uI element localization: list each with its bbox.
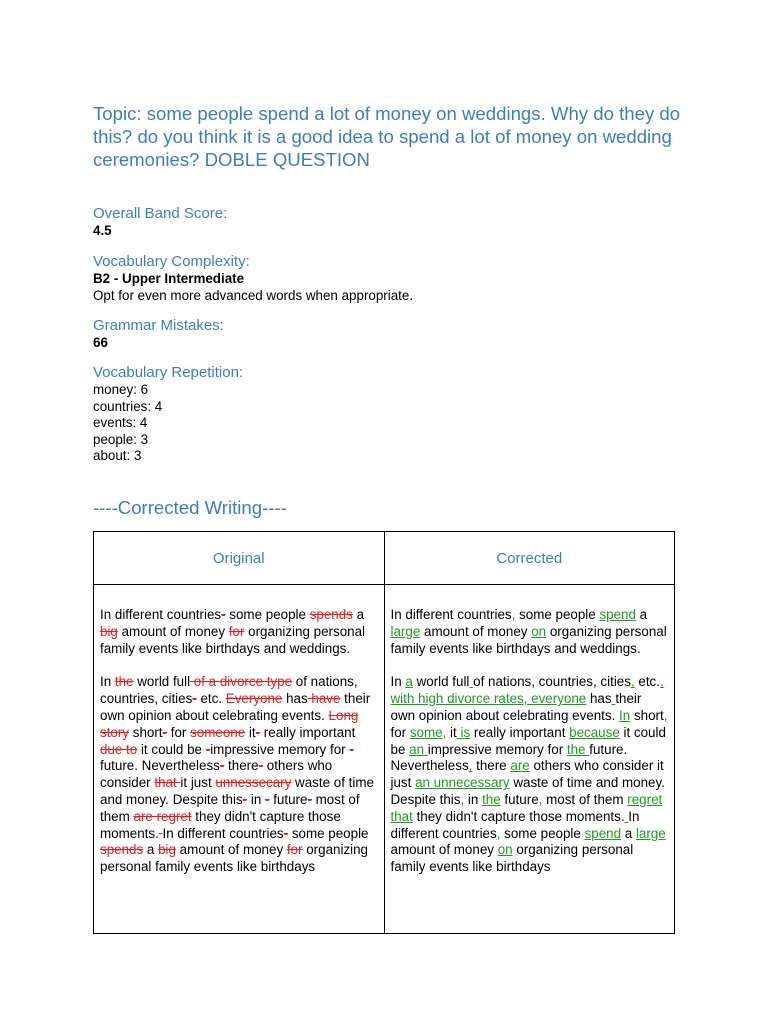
text-segment: impressive memory for: [427, 741, 567, 757]
inserted-text: on: [531, 623, 547, 639]
text-segment: really important: [470, 724, 570, 740]
inserted-text: large: [635, 825, 666, 841]
inserted-text: ,: [630, 674, 635, 690]
inserted-text: spend: [599, 607, 636, 622]
inserted-text: large: [390, 623, 421, 639]
deleted-text: that: [154, 775, 181, 791]
text-segment: of nations, countries, cities: [473, 674, 631, 690]
inserted-text: , with high divorce rates, everyone: [390, 674, 664, 707]
band-score-label: Overall Band Score:: [93, 205, 228, 222]
repetition-item: countries: 4: [93, 398, 163, 414]
text-segment: for: [167, 724, 191, 740]
text-segment: some people: [515, 607, 600, 622]
deleted-text: big: [100, 623, 118, 639]
deleted-text: -: [242, 791, 248, 807]
vocabulary-repetition-section: [93, 364, 713, 465]
deleted-text: -: [265, 791, 270, 807]
text-segment: amount of money: [420, 623, 532, 639]
grammar-mistakes-section: [93, 317, 713, 352]
repetition-item: events: 4: [93, 415, 148, 430]
deleted-text: -: [219, 758, 225, 774]
inserted-text: In: [619, 707, 631, 723]
text-segment: there: [224, 758, 259, 774]
text-segment: for: [390, 724, 410, 740]
deleted-text: have: [307, 691, 341, 707]
text-segment: future. Nevertheless: [100, 758, 220, 774]
text-segment: some people: [225, 607, 310, 622]
grammar-mistakes-label: Grammar Mistakes:: [93, 317, 224, 334]
inserted-text: on: [497, 842, 513, 858]
text-segment: others who consider: [100, 758, 333, 791]
band-score-value: 4.5: [93, 223, 112, 238]
text-segment: they didn't capture those moments.: [412, 808, 625, 824]
inserted-text: because: [569, 724, 620, 740]
vocabulary-complexity-label: Vocabulary Complexity:: [93, 253, 250, 270]
text-segment: future: [500, 791, 539, 807]
table-header-row: [94, 532, 675, 585]
repetition-item: money: 6: [93, 382, 149, 397]
text-segment: etc.: [196, 691, 226, 707]
text-segment: their own opinion about celebrating events.: [100, 691, 371, 723]
original-paragraph-2: [100, 674, 378, 876]
text-segment: amount of money: [175, 842, 287, 858]
deleted-text: are regret: [133, 808, 192, 824]
text-segment: in: [247, 791, 266, 807]
inserted-text: an: [409, 741, 428, 757]
deleted-text: -: [162, 724, 167, 740]
text-segment: organizing personal family events like birthdays: [100, 842, 369, 875]
text-segment: In: [390, 674, 406, 690]
text-segment: In different countries: [162, 825, 284, 841]
text-segment: organizing personal family events like birthdays: [390, 842, 634, 875]
deleted-text: big: [158, 842, 176, 858]
text-segment: others who consider: [529, 758, 657, 774]
deleted-text: spends: [100, 842, 144, 858]
corrected-paragraph-2: [391, 674, 669, 876]
text-segment: it: [446, 724, 457, 740]
text-segment: in: [464, 791, 483, 807]
deleted-text: Long story: [100, 707, 359, 740]
text-segment: of nations, countries, cities: [100, 674, 358, 707]
inserted-text: an unnecessary: [415, 775, 510, 791]
vocabulary-complexity-note: Opt for even more advanced words when appropriate.: [93, 287, 414, 303]
text-segment: In different countries: [390, 607, 512, 622]
inserted-text: ,: [468, 758, 473, 774]
text-segment: waste of time and money. Despite this: [390, 775, 665, 807]
deleted-text: Everyone: [225, 691, 283, 707]
deleted-text: unnessecary: [215, 775, 292, 791]
vocabulary-complexity-value: B2 - Upper Intermediate: [93, 271, 245, 286]
inserted-text: the: [566, 741, 590, 757]
deleted-text: spends: [309, 607, 353, 622]
deleted-text: of a divorce type: [190, 674, 293, 690]
text-segment: world full: [133, 674, 191, 690]
text-segment: amount of money: [390, 842, 498, 858]
inserted-text: a: [405, 674, 413, 690]
inserted-text: ,: [460, 791, 465, 807]
inserted-text: ,: [511, 607, 516, 622]
repetition-item: about: 3: [93, 448, 142, 463]
text-segment: has: [282, 691, 308, 707]
inserted-text: the: [482, 791, 501, 807]
deleted-text: -: [349, 741, 354, 757]
inserted-text: ,: [538, 791, 543, 807]
inserted-text: is: [460, 724, 471, 740]
text-segment: waste of time and money. Despite this: [100, 775, 374, 807]
deleted-text: -: [205, 741, 211, 757]
deleted-text: -: [283, 825, 289, 841]
text-segment: it: [245, 724, 256, 740]
comparison-table: [93, 531, 675, 934]
band-score-section: [93, 205, 713, 240]
inserted-text: are: [510, 758, 530, 774]
grammar-mistakes-value: 66: [93, 335, 108, 350]
text-segment: really important: [260, 724, 356, 740]
text-segment: organizing personal family events like birthdays and weddings.: [390, 623, 667, 656]
vocabulary-complexity-section: [93, 253, 713, 304]
text-segment: has: [586, 691, 612, 707]
text-segment: they didn't capture those moments.: [100, 808, 341, 841]
text-segment: a: [143, 842, 159, 858]
deleted-text: for: [286, 842, 303, 858]
text-segment: some people: [500, 825, 585, 841]
text-segment: world full: [412, 674, 470, 690]
table-row: [94, 585, 675, 934]
text-segment: a: [635, 607, 648, 622]
text-segment: short: [630, 707, 664, 723]
text-segment: In different countries: [100, 607, 222, 622]
original-column-header: Original: [94, 532, 385, 585]
vocabulary-repetition-label: Vocabulary Repetition:: [93, 364, 244, 381]
original-cell: [94, 585, 385, 934]
text-segment: most of them: [100, 791, 360, 824]
text-segment: future. Nevertheless: [390, 741, 628, 774]
text-segment: it just: [180, 775, 216, 791]
deleted-text: for: [228, 623, 245, 639]
text-segment: In different countries: [390, 808, 640, 841]
corrected-writing-heading: ----Corrected Writing----: [93, 497, 287, 518]
inserted-text: some,: [409, 724, 447, 740]
deleted-text: -: [221, 607, 226, 622]
deleted-text: -: [255, 724, 261, 740]
deleted-text: -: [307, 791, 312, 807]
text-segment: amount of money: [117, 623, 229, 639]
topic-heading: Topic: some people spend a lot of money on weddings. Why do they do this? do you think it is a good idea to spend a lot of money on wedding ceremonies? DOBLE QUESTION: [93, 103, 681, 170]
corrected-cell: [384, 585, 675, 934]
repetition-item: people: 3: [93, 431, 149, 447]
text-segment: it could be: [390, 724, 666, 757]
deleted-text: someone: [190, 724, 246, 740]
text-segment: most of them: [542, 791, 628, 807]
inserted-text: ,: [496, 825, 501, 841]
inserted-text: spend: [584, 825, 622, 841]
inserted-text: regret that: [390, 791, 663, 824]
text-segment: In: [100, 674, 115, 690]
text-segment: organizing personal family events like birthdays and weddings.: [100, 623, 366, 656]
text-segment: a: [621, 825, 636, 841]
corrected-column-header: Corrected: [384, 532, 675, 585]
text-segment: impressive memory for: [210, 741, 350, 757]
text-segment: it just: [390, 758, 664, 791]
original-paragraph-1: [100, 607, 378, 657]
inserted-text: ,: [663, 707, 668, 723]
text-segment: short: [129, 724, 163, 740]
text-segment: future: [269, 791, 308, 807]
deleted-text: due to: [100, 741, 138, 757]
text-segment: there: [472, 758, 511, 774]
text-segment: it could be: [137, 741, 206, 757]
deleted-text: the: [114, 674, 134, 690]
corrected-paragraph-1: [391, 607, 669, 657]
deleted-text: -: [258, 758, 264, 774]
text-segment: a: [352, 607, 365, 622]
text-segment: etc.: [634, 674, 660, 690]
text-segment: their own opinion about celebrating events.: [390, 691, 642, 723]
deleted-text: -: [192, 691, 197, 707]
text-segment: some people: [288, 825, 369, 841]
